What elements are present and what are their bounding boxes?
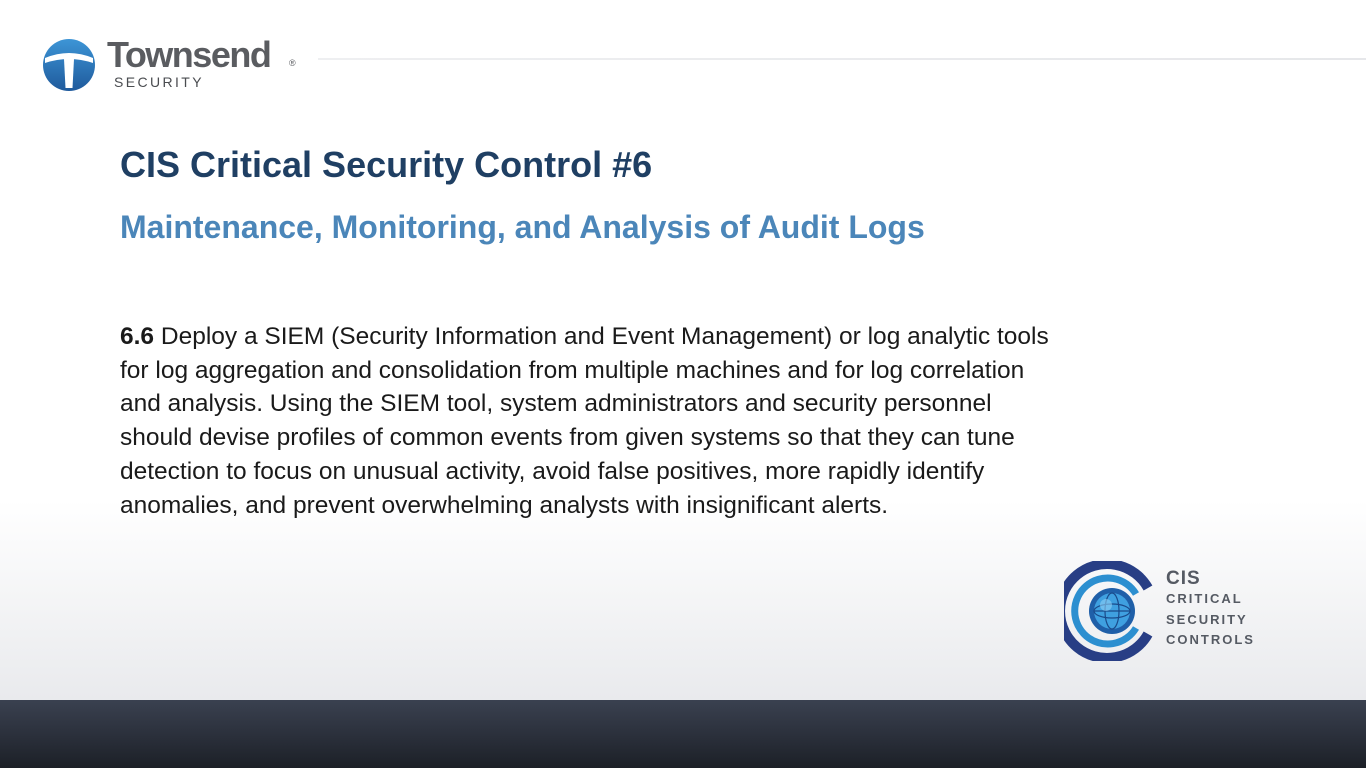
- cis-logo-line: SECURITY: [1166, 611, 1248, 627]
- footer-bar: [0, 700, 1366, 768]
- header-divider: [318, 58, 1366, 60]
- slide-title: CIS Critical Security Control #6: [120, 144, 653, 185]
- brand-registered-mark: ®: [289, 58, 296, 68]
- cis-globe-icon: [1064, 561, 1164, 661]
- slide-body: [120, 320, 1060, 522]
- slide-subtitle: Maintenance, Monitoring, and Analysis of Audit Logs: [120, 209, 925, 245]
- cis-logo-line: CIS: [1166, 568, 1201, 589]
- cis-logo-text: [1166, 568, 1366, 651]
- brand-name: Townsend: [107, 34, 271, 75]
- brand-subtitle: SECURITY: [114, 74, 204, 90]
- control-number: 6.6: [120, 323, 155, 350]
- control-description: Deploy a SIEM (Security Information and Event Management) or log analytic tools for log aggregation and consolidation from multiple machines and for log correlation and analysis. Using the SIEM tool, system administrators and security personnel should devise profiles of common events from given systems so that they can tune detection to focus on unusual activity, avoid false positives, more rapidly identify anomalies, and prevent overwhelming analysts with insignificant alerts.: [120, 323, 1049, 519]
- townsend-shield-icon: [42, 38, 96, 92]
- cis-logo-line: CONTROLS: [1166, 632, 1255, 647]
- cis-logo-line: CRITICAL: [1166, 591, 1243, 606]
- townsend-logo: [42, 34, 312, 94]
